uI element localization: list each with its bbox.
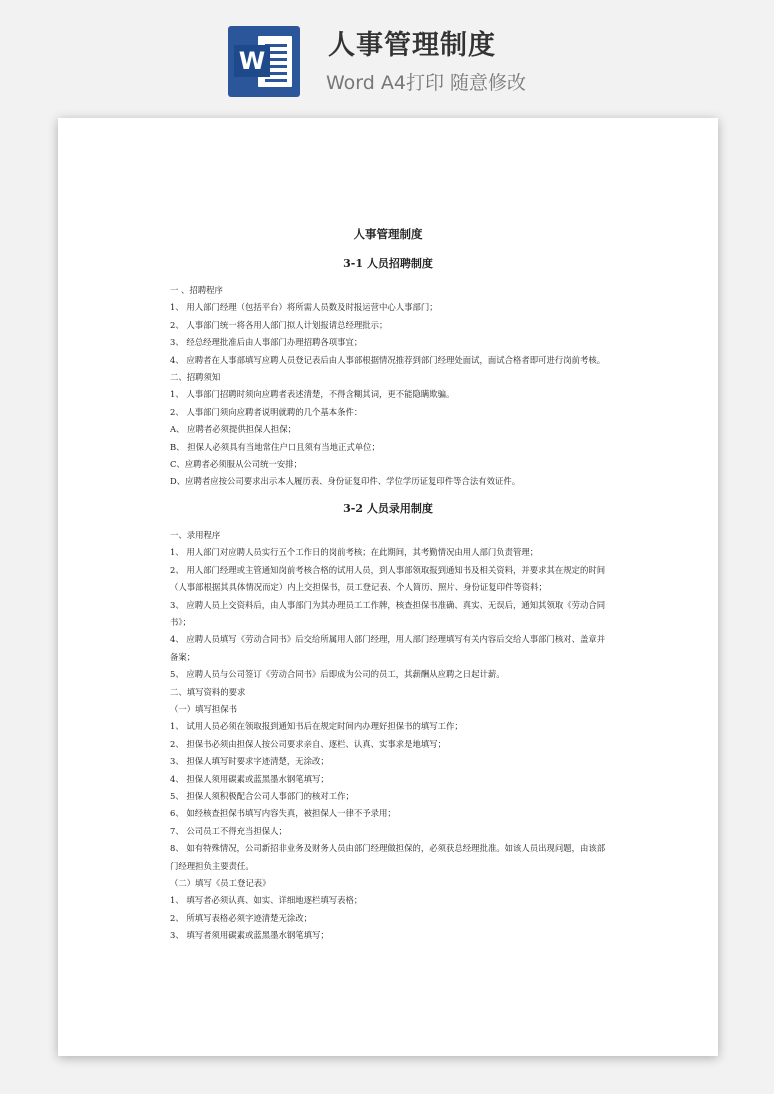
paragraph-line: 一、录用程序: [170, 529, 221, 540]
document-page: [58, 118, 718, 1056]
paragraph-line: 6、 如经核查担保书填写内容失真，被担保人一律不予录用；: [170, 808, 396, 819]
paragraph-line: 3、 填写者须用碳素或蓝黑墨水钢笔填写；: [170, 930, 329, 941]
paragraph-line: 一 、招聘程序: [170, 285, 223, 295]
header-banner: [0, 0, 774, 110]
paragraph-line: 4、 应聘人员填写《劳动合同书》后交给所属用人部门经理，用人部门经理填写有关内容后交给人事部门核对、盖章并备案；: [170, 634, 606, 662]
paragraph-line: 5、 担保人须积极配合公司人事部门的核对工作；: [170, 790, 354, 801]
paragraph-line: 1、 用人部门经理（包括平台）将所需人员数及时报运营中心人事部门；: [170, 302, 438, 313]
word-icon: [228, 26, 300, 97]
paragraph-line: D、应聘者应按公司要求出示本人履历表、身份证复印件、学位学历证复印件等合法有效证件。: [170, 476, 521, 487]
document-content: [170, 226, 606, 945]
word-logo-letter: W: [234, 45, 270, 77]
paragraph-line: 4、 担保人须用碳素或蓝黑墨水钢笔填写；: [170, 773, 329, 784]
paragraph-line: 2、 用人部门经理或主管通知岗前考核合格的试用人员，到人事部领取报到通知书及相关资料，并要求其在规定的时间（人事部根据其具体情况而定）内上交担保书，员工登记表、个人简历、照片、身份证复印件等资料；: [170, 564, 606, 593]
paragraph-line: 2、 人事部门统一将各用人部门拟人计划报请总经理批示；: [170, 319, 388, 330]
paragraph-line: 2、 人事部门须向应聘者说明就聘的几个基本条件：: [170, 406, 363, 417]
paragraph-line: 1、 人事部门招聘时须向应聘者表述清楚，不得含糊其词，更不能隐瞒欺骗。: [170, 389, 455, 400]
paragraph-line: 2、 担保书必须由担保人按公司要求亲自、逐栏、认真、实事求是地填写；: [170, 738, 446, 749]
paragraph-line: B、 担保人必须具有当地常住户口且须有当地正式单位；: [170, 441, 380, 452]
paragraph-line: 3、 担保人填写时要求字迹清楚，无涂改；: [170, 756, 329, 767]
banner-title: 人事管理制度: [328, 30, 496, 61]
paragraph-line: 二、招聘须知: [170, 372, 221, 383]
document-title: 人事管理制度: [353, 227, 423, 241]
paragraph-line: 1、 试用人员必须在领取报到通知书后在规定时间内办理好担保书的填写工作；: [170, 721, 463, 732]
paragraph-line: 5、 应聘人员与公司签订《劳动合同书》后即成为公司的员工，其薪酬从应聘之日起计薪。: [170, 669, 505, 680]
paragraph-line: 3、 经总经理批准后由人事部门办理招聘各项事宜；: [170, 337, 363, 348]
paragraph-line: （二）填写《员工登记表》: [170, 878, 271, 888]
paragraph-line: 4、 应聘者在人事部填写应聘人员登记表后由人事部根据情况推荐到部门经理处面试，面试合格者即可进行岗前考核。: [170, 354, 606, 365]
paragraph-line: （一）填写担保书: [170, 703, 237, 714]
paragraph-line: A、 应聘者必须提供担保人担保；: [170, 424, 296, 435]
paragraph-line: C、应聘者必须服从公司统一安排；: [170, 459, 303, 470]
paragraph-line: 2、 所填写表格必须字迹清楚无涂改；: [170, 912, 312, 923]
section-heading-recruitment: 3-1 人员招聘制度: [343, 257, 433, 270]
paragraph-line: 3、 应聘人员上交资料后，由人事部门为其办理员工工作牌，核查担保书准确、真实、无误后，通知其领取《劳动合同书》；: [170, 599, 606, 627]
paragraph-line: 1、 用人部门对应聘人员实行五个工作日的岗前考核；在此期间，其考勤情况由用人部门负责管理；: [170, 547, 539, 558]
paragraph-line: 8、 如有特殊情况，公司新招非业务及财务人员由部门经理做担保的，必须获总经理批准。如该人员出现问题，由该部门经理担负主要责任。: [170, 843, 606, 871]
paragraph-line: 1、 填写者必须认真、如实、详细地逐栏填写表格；: [170, 895, 363, 906]
section-recruitment-body: [170, 282, 606, 491]
paragraph-line: 7、 公司员工不得充当担保人；: [170, 825, 287, 836]
section-heading-hiring: 3-2 人员录用制度: [343, 501, 433, 515]
banner-subtitle: Word A4打印 随意修改: [326, 72, 527, 94]
section-hiring-body: [170, 527, 606, 945]
paragraph-line: 二、填写资料的要求: [170, 686, 246, 697]
